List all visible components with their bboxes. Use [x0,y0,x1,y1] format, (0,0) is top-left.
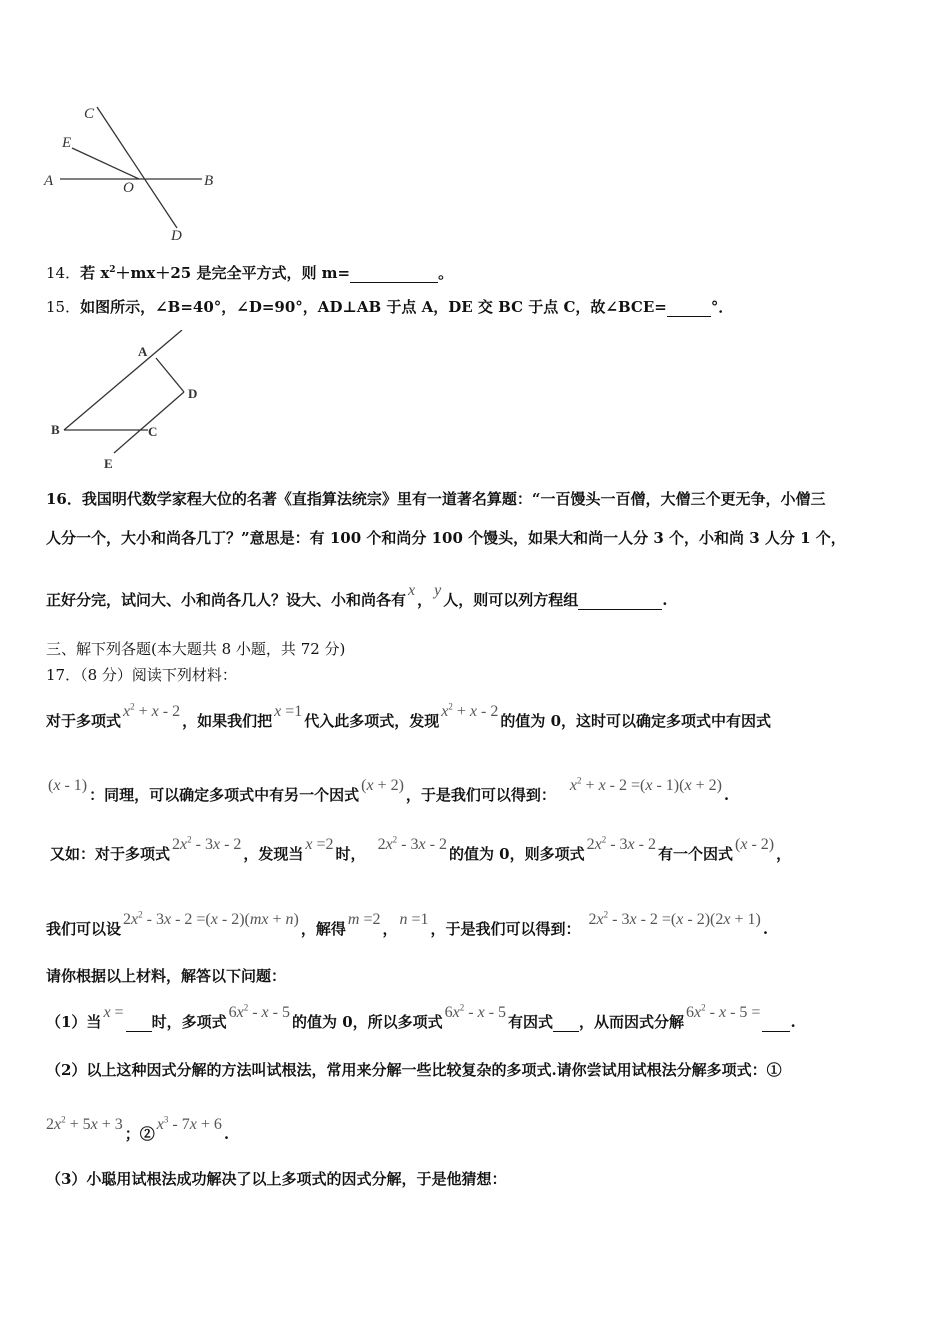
q17-paragraph-4: 我们可以设$2x^2 - 3x - 2 =(x - 2)(mx + n)$，解得m =2，n =1，于是我们可以得到：$2x^2 - 3x - 2 =(x - 2)(2x + 1)$. [46,909,769,938]
math-poly-2c: $2x^2 - 3x - 2$ [586,834,656,853]
label-B: B [204,173,214,189]
q17-paragraph-2: (x - 1)：同理，可以确定多项式中有另一个因式(x + 2)，于是我们可以得到：$x^2 + x - 2 =(x - 1)(x + 2)$. [48,775,730,804]
math-m-eq-2: m =2 [347,911,381,928]
part1-blank-factor[interactable] [553,1013,579,1032]
q14-text-a: 若 x [80,264,110,282]
q14-answer-blank[interactable] [350,264,438,283]
question-16-line-2: 人分一个，大小和尚各几丁？”意思是：有 100 个和尚分 100 个馒头，如果大和尚一人分 3 个，小和尚 3 人分 1 个， [46,529,846,547]
question-15 [46,296,733,317]
q17-paragraph-5: 请你根据以上材料，解答以下问题： [46,967,287,985]
math-n-eq-1: n =1 [399,911,429,928]
q17-heading: 17．（8 分）阅读下列材料： [46,666,237,684]
label-O: O [123,180,134,196]
q17-part-2: （2）以上这种因式分解的方法叫试根法，常用来分解一些比较复杂的多项式.请你尝试用试根法分解多项式：① [46,1061,782,1079]
line-CD [97,107,177,228]
q17-part-2-polys: $2x^2 + 5x + 3$；$②x^3 - 7x + 6$. [46,1114,230,1143]
line-AD [156,358,184,392]
math-factor-x-minus-2: (x - 2) [735,836,775,853]
line-OE [72,148,139,179]
math-poly-3c: $6x^2$ - x - 5 = [686,1002,761,1021]
line-DE [114,392,184,453]
math-assume: $2x^2 - 3x - 2 =(x - 2)(mx + n)$ [123,909,299,928]
q16-line3-b: 人，则可以列方程组 [443,591,579,609]
label-E: E [62,135,72,151]
math-poly-2: $2x^2 - 3x - 2$ [172,834,242,853]
q16-end: . [662,591,668,609]
math-factorization-1: $x^2 + x - 2 =(x - 1)(x + 2)$ [569,775,722,794]
math-x-eq-2: x =2 [305,836,334,853]
q16-answer-blank[interactable] [578,591,662,610]
figure-angle-lines [40,100,230,245]
q14-text-b: ＋mx＋25 是完全平方式，则 m= [115,264,351,282]
q14-end: 。 [438,264,454,282]
q17-paragraph-1: 对于多项式$x^2 + x - 2$，如果我们把x =1代入此多项式，发现$x^2 + x - 2$的值为 0，这时可以确定多项式中有因式 [46,701,772,730]
label-D: D [188,386,198,401]
label-E: E [104,456,113,471]
question-14 [46,262,453,283]
math-factor-x-minus-1: (x - 1) [48,777,88,794]
math-poly-3: $6x^2$ - x - 5 [228,1002,290,1021]
q15-text: 如图所示，∠B=40°，∠D=90°，AD⊥AB 于点 A，DE 交 BC 于点 C，故∠BCE= [80,298,667,316]
label-A: A [138,344,148,359]
math-poly-2b: $2x^2 - 3x - 2$ [377,834,447,853]
q15-end: °． [710,298,734,316]
q15-answer-blank[interactable] [667,298,711,317]
math-x-eq-1: x =1 [274,703,303,720]
part1-blank-result[interactable] [762,1013,790,1032]
question-16-line-1: 16．我国明代数学家程大位的名著《直指算法统宗》里有一道著名算题：“一百馒头一百僧，大僧三个更无争，小僧三 [46,490,826,508]
q17-part-3: （3）小聪用试根法成功解决了以上多项式的因式分解，于是他猜想： [46,1170,507,1188]
q14-number: 14． [46,264,81,282]
q16-var-y: y [434,582,442,599]
part1-blank-x[interactable] [126,1013,152,1032]
q15-number: 15． [46,298,81,316]
math-factorization-2: $2x^2 - 3x - 2 =(x - 2)(2x + 1)$ [588,909,761,928]
label-D: D [171,228,182,244]
math-factor-x-plus-2: (x + 2) [361,777,404,794]
q16-sep: ， [417,591,433,609]
math-poly-1: $x^2 + x - 2$ [123,701,181,720]
math-x-eq: x = [103,1004,124,1021]
q17-part-1: （1）当x = 时，多项式$6x^2$ - x - 5的值为 0，所以多项式$6x^2$ - x - 5有因式 ，从而因式分解$6x^2$ - x - 5 = . [46,1002,796,1031]
question-16-line-3 [46,582,668,610]
line-BA [64,330,182,430]
label-B: B [51,422,60,437]
label-C: C [148,424,158,439]
math-poly-5: $x^3 - 7x + 6$ [156,1114,222,1133]
figure-triangle [44,330,219,475]
math-poly-3b: $6x^2$ - x - 5 [444,1002,507,1021]
section-3-title: 三、解下列各题(本大题共 8 小题，共 72 分) [46,640,346,658]
q16-line3-a: 正好分完，试问大、小和尚各几人？设大、小和尚各有 [46,591,407,609]
q17-paragraph-3: 又如：对于多项式$2x^2 - 3x - 2$，发现当x =2时，$2x^2 - 3x - 2$的值为 0，则多项式$2x^2 - 3x - 2$有一个因式(x - 2)， [50,834,792,863]
q14-sup: 2 [109,265,116,275]
q16-var-x: x [408,582,416,599]
math-poly-4: $2x^2 + 5x + 3$ [46,1114,123,1133]
label-A: A [44,173,54,189]
math-poly-1b: $x^2 + x - 2$ [441,701,499,720]
label-C: C [84,106,95,122]
